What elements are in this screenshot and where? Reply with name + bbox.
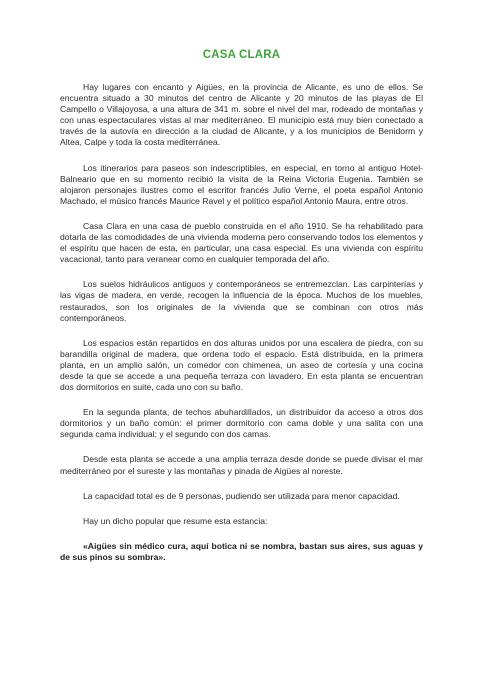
document-title: CASA CLARA — [202, 49, 281, 61]
paragraph-segunda-planta: En la segunda planta, de techos abuhardillados, un distribuidor da acceso a otros dos dormitorios y un baño común: el primer dormitorio con cama doble y una salita con una segunda cama individual; y el segundo con dos camas. — [60, 407, 423, 440]
paragraph-casa-clara: Casa Clara en una casa de pueblo construida en el año 1910. Se ha rehabilitado para dotarla de las comodidades de una vivienda moderna pero conservando todos los elementos y el espíritu que hacen de esta, en particular, una casa especial. Es una vivienda con espíritu vacacional, tanto para veranear como en cualquier temporada del año. — [60, 220, 423, 265]
paragraph-intro: Hay lugares con encanto y Aigües, en la provincia de Alicante, es uno de ellos. Se encuentra situado a 30 minutos del centro de Alicante y 20 minutos de las playas de El Campello o Villajoyosa, a una altura de 341 m. sobre el nivel del mar, rodeado de montañas y con unas espectaculares vistas al mar mediterráneo. El municipio está muy bien conectado a través de la autovía en dirección a la ciudad de Alicante, y a los municipios de Benidorm y Altea, Calpe y toda la costa mediterránea. — [60, 82, 423, 148]
paragraph-dicho: Hay un dicho popular que resume esta estancia: — [83, 515, 268, 526]
popular-saying-quote: «Aigües sin médico cura, aquí botica ni se nombra, bastan sus aires, sus aguas y de sus pinos su sombra». — [60, 540, 423, 562]
paragraph-espacios: Los espacios están repartidos en dos alturas unidos por una escalera de piedra, con su barandilla original de madera, que ordena todo el espacio. Está distribuida, en la primera planta, en un amplio salón, un comedor con chimenea, un aseo de cortesía y una cocina desde la que se accede a una pequeña terraza con lavadero. En esta planta se encuentran dos dormitorios en suite, cada uno con su baño. — [60, 337, 423, 393]
paragraph-itinerarios: Los itinerarios para paseos son indescriptibles, en especial, en torno al antiguo Hotel-Balneario que en su momento recibió la visita de la Reina Victoria Eugenia. También se alojaron personajes ilustres como el escritor francés Julio Verne, el poeta español Antonio Machado, el músico francés Maurice Ravel y el político español Antonio Maura, entre otros. — [60, 162, 423, 206]
paragraph-capacidad: La capacidad total es de 9 personas, pudiendo ser utilizada para menor capacidad. — [83, 490, 400, 501]
paragraph-terraza: Desde esta planta se accede a una amplia terraza desde donde se puede divisar el mar mediterráneo por el sureste y las montañas y pinada de Aigües al noreste. — [60, 454, 423, 476]
paragraph-suelos: Los suelos hidráulicos antiguos y contemporáneos se entremezclan. Las carpinterías y las vigas de madera, en verde, recogen la influencia de la época. Muchos de los muebles, restaurados, son los originales de la vivienda que se combinan con otros más contemporáneos. — [60, 279, 423, 323]
